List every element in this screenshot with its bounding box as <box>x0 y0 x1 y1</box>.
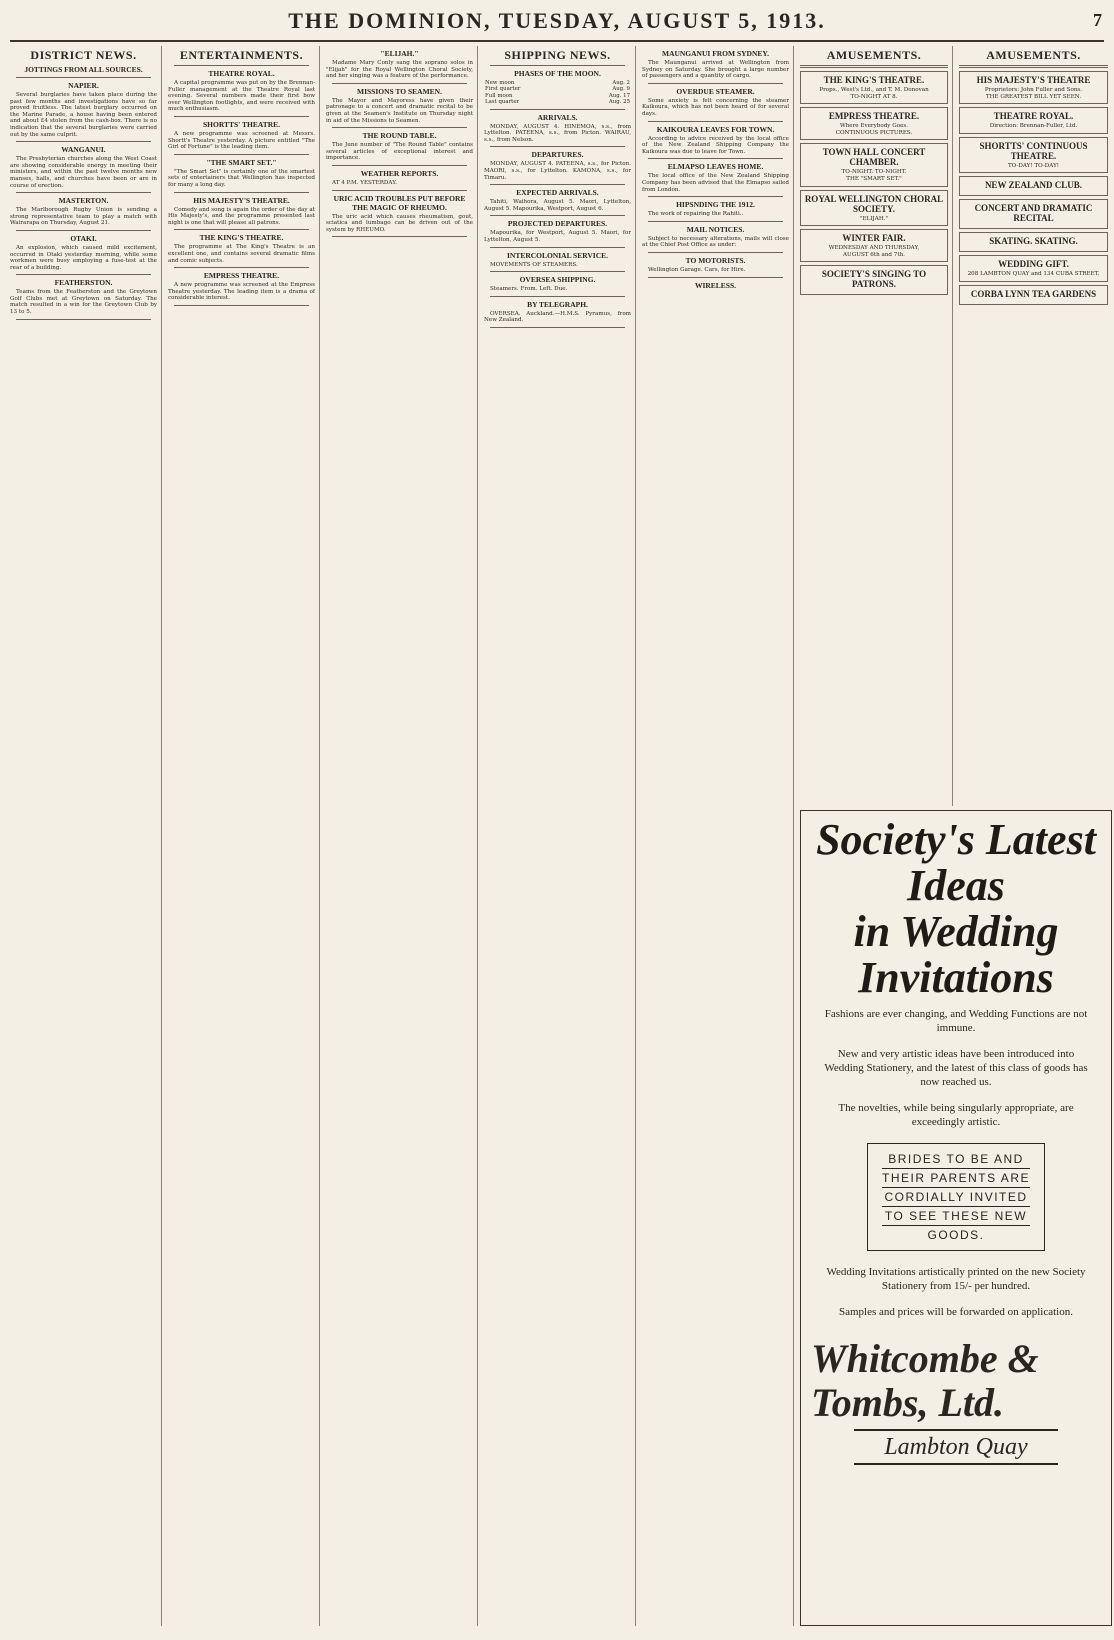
ad-address: Lambton Quay <box>854 1429 1057 1465</box>
entertainment-section-title: "THE SMART SET." <box>206 157 277 167</box>
moon-phases-heading: PHASES OF THE MOON. <box>514 69 601 78</box>
mail-section-title: KAIKOURA LEAVES FOR TOWN. <box>656 124 775 134</box>
mail-section-text: The local office of the New Zealand Shipping Company has been advised that the Elmapso sailed from London. <box>642 173 789 193</box>
amusement-a-ad-line: Props., West's Ltd., and T. M. Donovan <box>819 87 929 93</box>
column-mail-notices <box>642 46 794 1626</box>
shipping-section-title: DEPARTURES. <box>531 150 584 160</box>
amusement-a-ad-title: THE KING'S THEATRE. <box>823 75 925 85</box>
amusement-a-ad-line: WEDNESDAY AND THURSDAY, <box>828 245 920 252</box>
moon-phase-cell: Aug. 9 <box>612 86 630 93</box>
moon-phase-cell: First quarter <box>485 86 521 93</box>
mail-section-title: ELMAPSO LEAVES HOME. <box>667 162 764 172</box>
entertainments-heading: ENTERTAINMENTS. <box>179 48 304 62</box>
column-district-news <box>10 46 162 1626</box>
masthead-title: THE DOMINION, TUESDAY, AUGUST 5, 1913. <box>288 8 826 33</box>
amusement-a-advertisement <box>800 107 948 140</box>
mail-section-title: OVERDUE STEAMER. <box>676 86 755 96</box>
ad-paragraph-5: Samples and prices will be forwarded on application. <box>839 1306 1073 1318</box>
mail-section-text: The work of repairing the Rahiti.. <box>648 211 744 218</box>
ad-paragraph-2: New and very artistic ideas have been introduced into Wedding Stationery, and the latest of this class of goods has now reached us. <box>824 1048 1088 1088</box>
amusement-b-advertisement <box>959 137 1108 174</box>
ad-paragraph-3: The novelties, while being singularly appropriate, are exceedingly artistic. <box>838 1102 1074 1128</box>
moon-phase-row <box>484 99 631 105</box>
amusement-b-advertisement <box>959 71 1108 104</box>
amusement-b-advertisement <box>959 255 1108 282</box>
amusement-b-ad-line: 208 LAMBTON QUAY and 134 CUBA STREET. <box>967 271 1100 278</box>
district-news-heading: DISTRICT NEWS. <box>30 48 137 62</box>
moon-phase-cell: Full moon <box>485 92 513 99</box>
district-news-subheading: JOTTINGS FROM ALL SOURCES. <box>24 65 143 74</box>
column-amusements-b <box>959 46 1112 806</box>
amusement-b-advertisement <box>959 232 1108 252</box>
amusement-a-advertisement <box>800 265 948 295</box>
mail-sections <box>642 49 789 278</box>
wireless-heading: WIRELESS. <box>694 280 737 290</box>
columns <box>10 46 1104 1626</box>
amusement-a-ad-title: WINTER FAIR. <box>842 233 906 244</box>
entertainment-section-text: A new programme was screened at the Empress Theatre yesterday. The leading item is a drama of considerable interest. <box>168 282 315 302</box>
amusement-a-advertisement <box>800 229 948 262</box>
ad-box-line: CORDIALLY INVITED <box>882 1188 1030 1207</box>
moon-phase-cell: New moon <box>485 80 515 86</box>
ad-box-line: THEIR PARENTS ARE <box>882 1169 1030 1188</box>
moon-phase-cell: Aug. 2 <box>612 80 630 86</box>
miscellany-section-title: THE ROUND TABLE. <box>362 131 437 141</box>
amusement-b-ad-title: WEDDING GIFT. <box>998 259 1069 270</box>
amusement-b-ad-title: NEW ZEALAND CLUB. <box>984 180 1083 191</box>
miscellany-section-text: The uric acid which causes rheumatism, gout, sciatica and lumbago can be driven out of the system by RHEUMO. <box>326 213 473 233</box>
amusement-b-advertisement <box>959 199 1108 229</box>
shipping-section-text: Mapourika, for Westport, August 5. Maori, for Lyttelton, August 5. <box>484 230 631 243</box>
masthead <box>10 8 1104 42</box>
column-amusements-a <box>800 46 953 806</box>
shipping-news-heading: SHIPPING NEWS. <box>504 48 611 62</box>
amusements-b-heading: AMUSEMENTS. <box>986 48 1081 62</box>
mail-section-title: MAUNGANUI FROM SYDNEY. <box>661 49 769 58</box>
ad-paragraph-4: Wedding Invitations artistically printed on the new Society Stationery from 15/- per hundred. <box>826 1266 1086 1292</box>
ad-headline-2: in Wedding Invitations <box>853 907 1059 1002</box>
shipping-sections <box>484 113 631 328</box>
miscellany-section-text: AT 4 P.M. YESTERDAY. <box>332 179 397 186</box>
amusement-b-ad-line: Direction: Brennan-Fuller, Ltd. <box>989 123 1078 130</box>
wedding-invitations-advertisement <box>800 810 1112 1626</box>
miscellany-sections <box>326 49 473 237</box>
miscellany-section-text: The Mayor and Mayoress have given their patronage to a concert and dramatic recital to be given at the Seamen's Institute on Thursday night in aid of the Missions to Seamen. <box>326 97 473 124</box>
amusements-a-heading: AMUSEMENTS. <box>826 48 922 62</box>
shipping-section-text: Tahiti, Waihora, August 5. Maori, Lyttelton, August 5. Mapourika, Westport, August 6. <box>484 199 631 212</box>
amusements-b-ads <box>959 71 1108 305</box>
shipping-section-text: MOVEMENTS OF STEAMERS. <box>490 261 578 268</box>
amusement-a-advertisement <box>800 190 948 227</box>
shipping-section-text: MONDAY, AUGUST 4. PATEENA, s.s., for Picton. MAORI, s.s., for Lyttelton. KAMONA, s.s., for Timaru. <box>484 161 631 181</box>
mail-section-title: MAIL NOTICES. <box>686 224 745 234</box>
district-news-section-text: Several burglaries have taken place during the past few months and investigations have so far proved fruitless. The latest burglary occurred on the Marine Parade, a house having been entered and about £4 stolen from the cash-box. There is no indication that the several burglaries were carried out by the same culprit. <box>10 92 157 138</box>
column-shipping-news <box>484 46 636 1626</box>
amusement-b-advertisement <box>959 107 1108 134</box>
amusement-b-ad-title: THEATRE ROYAL. <box>993 111 1074 122</box>
miscellany-section-title: MISSIONS TO SEAMEN. <box>357 86 442 96</box>
right-block <box>800 46 1112 1626</box>
amusement-a-ad-line: TO-NIGHT AT 8. <box>850 93 898 100</box>
entertainment-section-text: Comedy and song is again the order of the day at His Majesty's, and the programme presented last night is one that will please all patrons. <box>168 206 315 226</box>
district-news-section-title: FEATHERSTON. <box>54 278 113 288</box>
entertainment-section-text: "The Smart Set" is certainly one of the smartest sets of entertainers that Wellington has inspected for many a long day. <box>168 168 315 188</box>
district-news-section-text: An explosion, which caused mild excitement, occurred in Otaki yesterday morning, while some workmen were busy employing a fuse-test at the rear of a building. <box>10 244 157 271</box>
amusement-b-ad-title: SKATING. SKATING. <box>989 236 1078 247</box>
shipping-section-title: EXPECTED ARRIVALS. <box>516 188 599 198</box>
mail-section-text: Some anxiety is felt concerning the steamer Kaikoura, which has not been heard of for several days. <box>642 97 789 117</box>
amusement-b-ad-line: Proprietors: John Fuller and Sons. <box>984 87 1083 93</box>
ad-box-line: GOODS. <box>927 1228 985 1242</box>
amusement-a-ad-line: CONTINUOUS PICTURES. <box>835 129 913 136</box>
district-news-section-title: MASTERTON. <box>58 196 109 206</box>
entertainment-section-title: EMPRESS THEATRE. <box>203 271 280 281</box>
column-miscellany <box>326 46 478 1626</box>
shipping-section-title: PROJECTED DEPARTURES. <box>507 219 608 229</box>
moon-phases-table <box>484 80 631 106</box>
district-news-section-text: The Presbyterian churches along the West Coast are showing considerable energy in meeting their ministers, and within the past twelve months new manses, halls, and churches have been or are in course of erection. <box>10 156 157 189</box>
district-news-section-title: OTAKI. <box>70 233 97 243</box>
amusement-a-ad-line: TO-NIGHT. TO-NIGHT. <box>841 169 907 176</box>
amusement-a-ad-line: AUGUST 6th and 7th. <box>843 251 905 258</box>
miscellany-section-title: "ELIJAH." <box>380 49 419 58</box>
moon-phase-cell: Aug. 25 <box>608 99 630 106</box>
amusement-a-ad-title: EMPRESS THEATRE. <box>828 111 920 122</box>
amusement-b-advertisement <box>959 285 1108 305</box>
entertainment-section-text: A new programme was screened at Messrs. Shortt's Theatre yesterday. A picture entitled "The Girl of Fortune" is the leading item. <box>168 130 315 151</box>
amusements-block <box>800 46 1112 806</box>
ad-invitation-box <box>867 1143 1045 1251</box>
shipping-section-title: ARRIVALS. <box>537 112 578 122</box>
ad-brand-name: Whitcombe & Tombs, Ltd. <box>811 1336 1039 1425</box>
amusement-b-ad-title: SHORTTS' CONTINUOUS THEATRE. <box>979 140 1088 161</box>
mail-section-title: HIPSNDING THE 1912. <box>676 200 755 210</box>
ad-paragraph-1: Fashions are ever changing, and Wedding Functions are not immune. <box>824 1008 1088 1034</box>
amusements-a-ads <box>800 71 948 295</box>
entertainment-section-title: THEATRE ROYAL. <box>208 69 275 78</box>
shipping-section-title: OVERSEA SHIPPING. <box>519 275 596 285</box>
mail-section-text: The Maunganui arrived at Wellington from Sydney on Saturday. She brought a large number of passengers and a quantity of cargo. <box>642 60 789 80</box>
amusement-b-advertisement <box>959 176 1108 196</box>
mail-section-text: Subject to necessary alterations, mails will close at the Chief Post Office as under: <box>642 235 789 249</box>
amusement-b-ad-title: HIS MAJESTY'S THEATRE <box>976 75 1091 85</box>
amusement-a-ad-line: Where Everybody Goes. <box>839 123 909 130</box>
amusement-a-advertisement <box>800 143 948 186</box>
shipping-section-title: BY TELEGRAPH. <box>527 299 588 309</box>
shipping-section-text: Steamers. From. Left. Due. <box>490 286 568 293</box>
entertainment-section-title: THE KING'S THEATRE. <box>199 233 284 243</box>
district-news-section-title: NAPIER. <box>68 81 99 90</box>
district-news-section-text: Teams from the Featherston and the Greytown Golf Clubs met at Greytown on Saturday. The match resulted in a win for the Greytown Club by 13 to 5. <box>10 289 157 316</box>
column-entertainments <box>168 46 320 1626</box>
amusement-a-ad-title: TOWN HALL CONCERT CHAMBER. <box>822 147 926 168</box>
miscellany-section-title: WEATHER REPORTS. <box>360 168 439 178</box>
amusement-a-advertisement <box>800 71 948 104</box>
shipping-section-text: OVERSEA. Auckland.—H.M.S. Pyramus, from New Zealand. <box>484 310 631 324</box>
entertainment-section-title: HIS MAJESTY'S THEATRE. <box>193 195 290 205</box>
miscellany-section-text: The June number of "The Round Table" contains several articles of exceptional interest and importance. <box>326 142 473 162</box>
mail-section-text: Wellington Garage. Cars, for Hire. <box>648 266 746 273</box>
district-news-sections <box>10 81 157 320</box>
amusement-a-ad-line: "ELIJAH." <box>859 215 889 222</box>
district-news-section-text: The Marlborough Rugby Union is sending a strong representative team to play a match with Wairarapa on Thursday, August 21. <box>10 207 157 227</box>
mail-section-text: According to advice received by the local office of the New Zealand Shipping Company the Kaikoura was due to leave for Town. <box>642 135 789 155</box>
page-number: 7 <box>1093 10 1102 30</box>
miscellany-section-title: URIC ACID TROUBLES PUT BEFORE THE MAGIC OF RHEUMO. <box>333 193 466 212</box>
moon-phase-cell: Last quarter <box>485 99 520 106</box>
entertainment-section-text: The programme at The King's Theatre is an excellent one, and contains several dramatic films and comic subjects. <box>168 244 315 264</box>
amusement-b-ad-title: CORBA LYNN TEA GARDENS <box>970 288 1097 299</box>
amusement-b-ad-line: TO-DAY! TO-DAY! <box>1007 162 1060 169</box>
district-news-section-title: WANGANUI. <box>61 145 106 155</box>
amusement-b-ad-title: CONCERT AND DRAMATIC RECITAL <box>974 203 1093 224</box>
amusement-a-ad-title: ROYAL WELLINGTON CHORAL SOCIETY. <box>804 193 944 214</box>
ad-headline-1: Society's Latest Ideas <box>816 815 1096 910</box>
entertainment-section-title: SHORTTS' THEATRE. <box>203 119 280 129</box>
amusement-a-ad-line: THE "SMART SET." <box>846 175 902 182</box>
entertainments-sections <box>168 69 315 306</box>
moon-phase-cell: Aug. 17 <box>608 92 630 99</box>
ad-box-line: BRIDES TO BE AND <box>882 1150 1030 1169</box>
amusement-a-ad-title: SOCIETY'S SINGING TO PATRONS. <box>821 269 927 290</box>
entertainment-section-text: A capital programme was put on by the Brennan-Fuller management at the Theatre Royal last evening. Several numbers made their first bow over Wellington footlights, and were received with much enthusiasm. <box>168 80 315 113</box>
ad-box-line: TO SEE THESE NEW <box>882 1207 1030 1226</box>
mail-section-title: TO MOTORISTS. <box>685 255 746 265</box>
shipping-section-text: MONDAY, AUGUST 4. HINEMOA, s.s., from Lyttelton. PATEENA, s.s., from Picton. WAIRAU, s.s., from Nelson. <box>484 123 631 143</box>
shipping-section-title: INTERCOLONIAL SERVICE. <box>506 250 608 260</box>
miscellany-section-text: Madame Mary Conly sang the soprano solos in "Elijah" for the Royal Wellington Choral Society, and her singing was a feature of the performance. <box>326 60 473 80</box>
amusement-b-ad-line: THE GREATEST BILL YET SEEN. <box>985 93 1082 100</box>
